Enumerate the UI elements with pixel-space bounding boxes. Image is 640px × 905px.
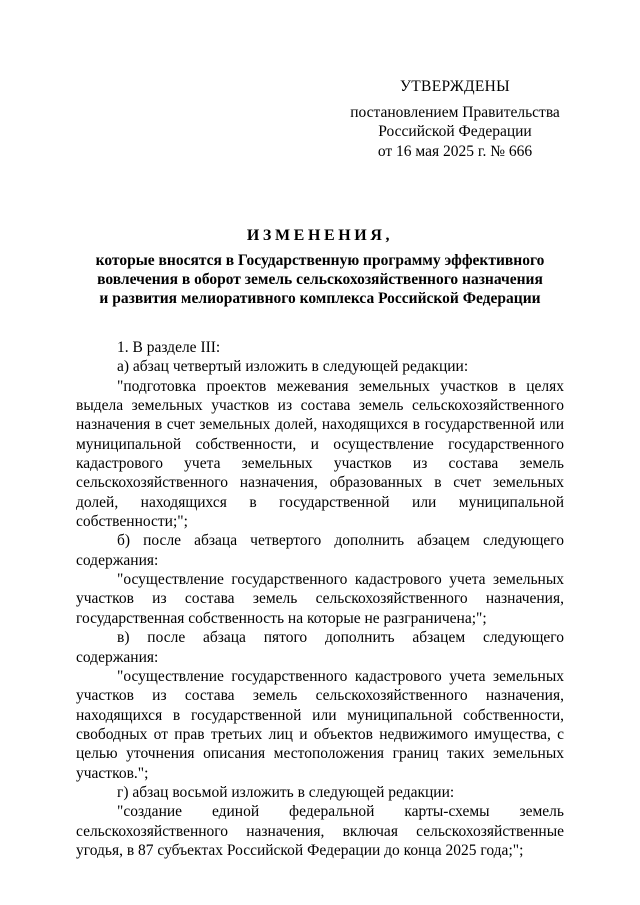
- document-title: ИЗМЕНЕНИЯ,: [246, 227, 394, 244]
- paragraph-item-a: а) абзац четвертый изложить в следующей редакции:: [117, 358, 469, 376]
- approval-heading: УТВЕРЖДЕНЫ: [400, 78, 510, 95]
- approval-line-3: от 16 мая 2025 г. № 666: [377, 142, 533, 160]
- document-subtitle: [75, 251, 565, 308]
- approval-line-1: постановлением Правительства: [350, 103, 560, 121]
- paragraph-quote-a: "подготовка проектов межевания земельных участков в целях выдела земельных участков из состава земель сельскохозяйственного назначения в счет земельных долей, находящихся в государственной или муниципальной собственности, и осуществление государственного кадастрового учета земельных участков из состава земель сельскохозяйственного назначения, образованных в счет земельных долей, находящихся в государственной или муниципальной собственности;";: [76, 377, 564, 531]
- paragraph-quote-v: "осуществление государственного кадастрового учета земельных участков из состава земель сельскохозяйственного назначения, находящихся в государственной или муниципальной собственности, свободных от прав третьих лиц и объектов недвижимого имущества, с целью уточнения описания местоположения границ таких земельных участков.";: [76, 667, 564, 782]
- approval-line-2: Российской Федерации: [378, 123, 532, 140]
- paragraph-quote-g: "создание единой федеральной карты-схемы земель сельскохозяйственного назначения, включая сельскохозяйственные угодья, в 87 субъектах Российской Федерации до конца 2025 года;";: [76, 803, 564, 859]
- approval-stamp: [345, 77, 565, 161]
- subtitle-line-2: вовлечения в оборот земель сельскохозяйственного назначения: [97, 271, 543, 288]
- paragraph-item-g: г) абзац восьмой изложить в следующей редакции:: [117, 783, 455, 801]
- paragraph-item-v: в) после абзаца пятого дополнить абзацем следующего содержания:: [76, 629, 564, 666]
- paragraph-item-b: б) после абзаца четвертого дополнить абзацем следующего содержания:: [76, 532, 564, 569]
- paragraph-section: 1. В разделе III:: [117, 339, 221, 356]
- subtitle-line-3: и развития мелиоративного комплекса Российской Федерации: [99, 290, 541, 307]
- subtitle-line-1: которые вносятся в Государственную программу эффективного: [95, 252, 545, 269]
- document-body: [76, 338, 564, 860]
- paragraph-quote-b: "осуществление государственного кадастрового учета земельных участков из состава земель сельскохозяйственного назначения, государственная собственность на которые не разграничена;";: [76, 571, 564, 627]
